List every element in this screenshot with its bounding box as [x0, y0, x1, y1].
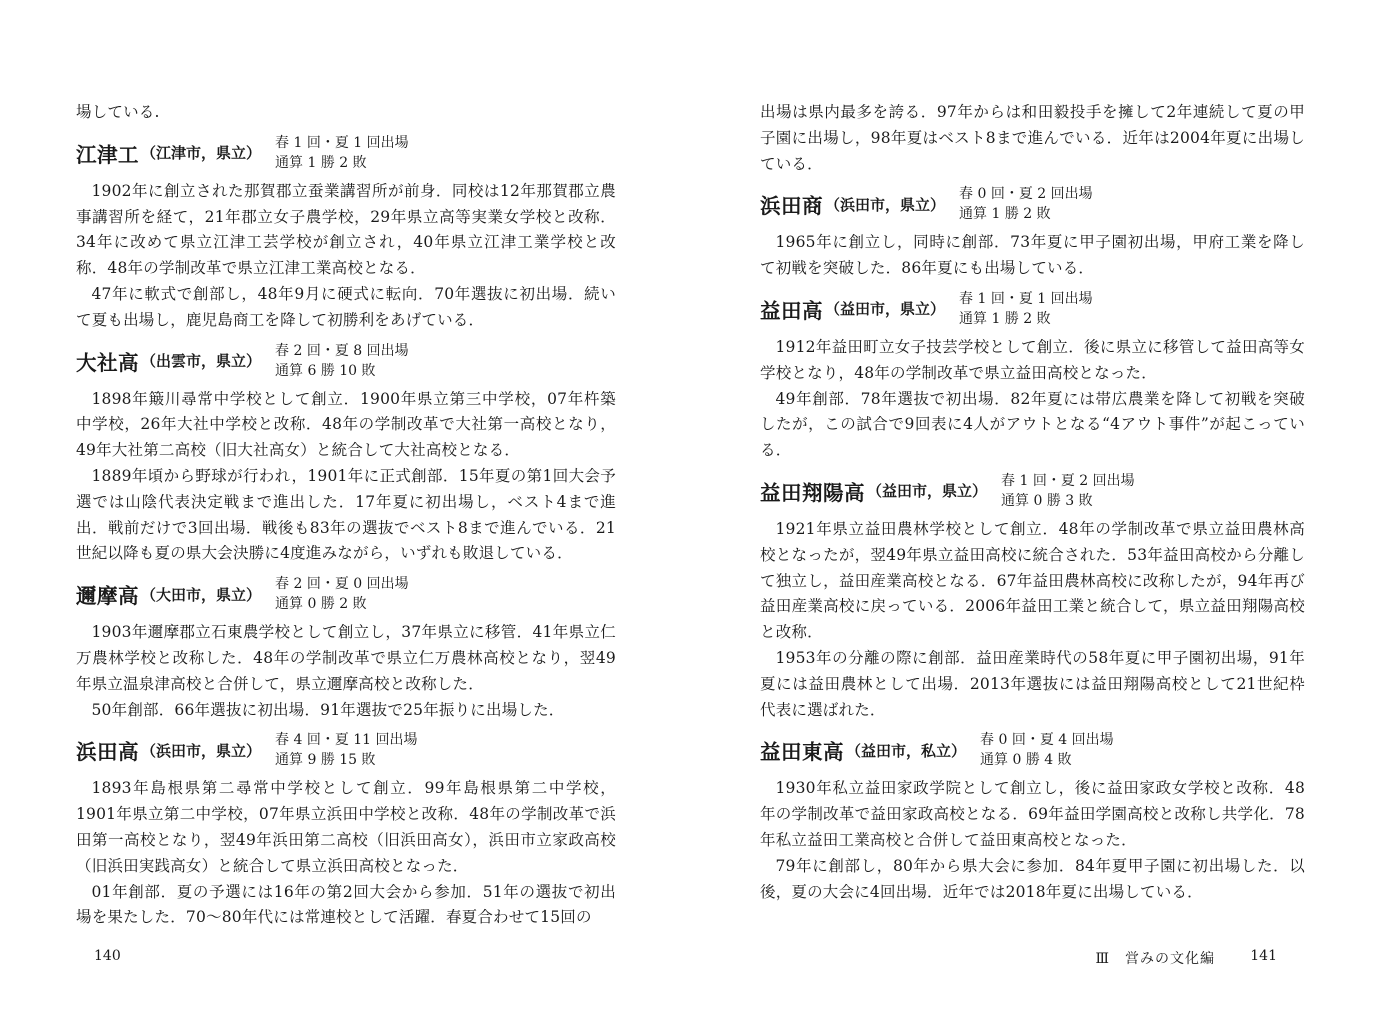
record: 通算 9 勝 15 敗 — [275, 752, 376, 769]
school-paragraph: 50年創部．66年選抜に初出場．91年選抜で25年振りに出場した． — [91, 700, 565, 719]
school-heading — [760, 182, 1305, 226]
school-location: （江津市，県立） — [141, 144, 262, 163]
school-stats — [275, 730, 418, 770]
continuation-text: 場している. — [76, 103, 160, 121]
left-page — [76, 0, 616, 1014]
school-paragraph: 1898年簸川尋常中学校として創立．1900年県立第三中学校，07年杵築中学校，26年大社中学校と改称．48年の学制改革で大社第一高校となり，49年大社第二高校（旧大社高女）と統合して大社高校となる． — [76, 389, 616, 460]
school-name: 益田翔陽高 — [760, 480, 865, 505]
school-paragraph: 1953年の分離の際に創部．益田産業時代の58年夏に甲子園初出場，91年夏には益田農林として出場．2013年選抜には益田翔陽高校として21世紀枠代表に選ばれた． — [760, 648, 1305, 719]
record: 通算 1 勝 2 敗 — [959, 206, 1051, 223]
school-paragraph: 01年創部．夏の予選には16年の第2回大会から参加．51年の選抜で初出場を果たした．70～80年代には常連校として活躍．春夏合わせて15回の — [76, 882, 616, 927]
continuation-text: 出場は県内最多を誇る．97年からは和田毅投手を擁して2年連続して夏の甲子園に出場し，98年夏はベスト8まで進んでいる．近年は2004年夏に出場している． — [760, 103, 1305, 173]
record: 通算 1 勝 2 敗 — [275, 154, 367, 171]
school-location: （益田市，県立） — [867, 482, 988, 501]
school-paragraph: 79年に創部し，80年から県大会に参加．84年夏甲子園に初出場した．以後，夏の大会に4回出場．近年では2018年夏に出場している． — [760, 856, 1305, 901]
school-name: 益田東高 — [760, 740, 844, 765]
school-paragraph: 1930年私立益田家政学院として創立し，後に益田家政女学校と改称．48年の学制改革で益田家政高校となる．69年益田学園高校と改称し共学化．78年私立益田工業高校と合併して益田東高校となった． — [760, 779, 1305, 849]
school-location: （益田市，県立） — [825, 300, 946, 319]
school-paragraph: 1893年島根県第二尋常中学校として創立．99年島根県第二中学校，1901年県立第二中学校，07年県立浜田中学校と改称．48年の学制改革で浜田第一高校となり，翌49年浜田第二高校（旧浜田高女），浜田市立家政高校（旧浜田実践高女）と統合して県立浜田高校となった． — [76, 779, 616, 875]
school-heading — [760, 728, 1305, 772]
school-stats — [275, 574, 409, 614]
right-text-flow — [760, 100, 1305, 905]
school-name: 益田高 — [760, 298, 823, 323]
school-heading — [76, 572, 616, 616]
school-location: （浜田市，県立） — [141, 741, 262, 760]
school-stats — [1001, 471, 1135, 511]
appearances: 春 1 回・夏 1 回出場 — [275, 134, 409, 151]
school-paragraph: 1921年県立益田農林学校として創立．48年の学制改革で県立益田農林高校となったが，翌49年県立益田高校に統合された．53年益田高校から分離して独立し，益田産業高校となる．67年益田農林高校に改称したが，94年再び益田産業高校に戻っている．2006年益田工業と統合して，県立益田翔陽高校と改称． — [760, 519, 1305, 642]
school-heading — [76, 131, 616, 175]
appearances: 春 2 回・夏 0 回出場 — [275, 576, 409, 593]
school-paragraph: 1965年に創立し，同時に創部．73年夏に甲子園初出場，甲府工業を降して初戦を突破した．86年夏にも出場している． — [760, 233, 1305, 278]
school-heading — [76, 728, 616, 772]
school-heading — [760, 287, 1305, 331]
page-number: 140 — [94, 948, 121, 964]
school-location: （益田市，私立） — [846, 741, 967, 760]
record: 通算 1 勝 2 敗 — [959, 310, 1051, 327]
school-stats — [959, 184, 1093, 224]
appearances: 春 0 回・夏 2 回出場 — [959, 186, 1093, 203]
school-name: 邇摩高 — [76, 584, 139, 609]
school-heading — [76, 339, 616, 383]
school-name: 江津工 — [76, 142, 139, 167]
appearances: 春 4 回・夏 11 回出場 — [275, 732, 418, 749]
school-paragraph: 49年創部．78年選抜で初出場．82年夏には帯広農業を降して初戦を突破したが，この試合で9回表に4人がアウトとなる“4アウト事件”が起こっている． — [760, 389, 1305, 460]
school-stats — [980, 730, 1114, 770]
appearances: 春 0 回・夏 4 回出場 — [980, 732, 1114, 749]
record: 通算 0 勝 3 敗 — [1001, 492, 1093, 509]
right-page — [760, 0, 1305, 1014]
left-text-flow — [76, 100, 616, 931]
school-stats — [275, 133, 409, 173]
school-name: 浜田商 — [760, 194, 823, 219]
school-heading — [760, 469, 1305, 513]
school-location: （大田市，県立） — [141, 585, 262, 604]
page-number: 141 — [1250, 948, 1277, 964]
school-paragraph: 1902年に創立された那賀郡立蚕業講習所が前身．同校は12年那賀郡立農事講習所を経て，21年郡立女子農学校，29年県立高等実業女学校と改称．34年に改めて県立江津工芸学校が創立され，40年県立江津工業学校と改称．48年の学制改革で県立江津工業高校となる． — [76, 181, 616, 278]
school-location: （出雲市，県立） — [141, 352, 262, 371]
school-paragraph: 47年に軟式で創部し，48年9月に硬式に転向．70年選抜に初出場．続いて夏も出場し，鹿児島商工を降して初勝利をあげている． — [76, 284, 616, 329]
school-paragraph: 1912年益田町立女子技芸学校として創立．後に県立に移管して益田高等女学校となり，48年の学制改革で県立益田高校となった． — [760, 337, 1305, 382]
appearances: 春 1 回・夏 1 回出場 — [959, 290, 1093, 307]
school-name: 大社高 — [76, 350, 139, 375]
school-paragraph: 1903年邇摩郡立石東農学校として創立し，37年県立に移管．41年県立仁万農林学校と改称した．48年の学制改革で県立仁万農林高校となり，翌49年県立温泉津高校と合併して，県立邇摩高校と改称した． — [76, 623, 616, 693]
appearances: 春 2 回・夏 8 回出場 — [275, 342, 409, 359]
appearances: 春 1 回・夏 2 回出場 — [1001, 472, 1135, 489]
record: 通算 6 勝 10 敗 — [275, 362, 376, 379]
school-location: （浜田市，県立） — [825, 195, 946, 214]
record: 通算 0 勝 4 敗 — [980, 752, 1072, 769]
school-stats — [959, 289, 1093, 329]
school-paragraph: 1889年頃から野球が行われ，1901年に正式創部．15年夏の第1回大会予選では山陰代表決定戦まで進出した．17年夏に初出場し，ベスト4まで進出．戦前だけで3回出場．戦後も83年の選抜でベスト8まで進んでいる．21世紀以降も夏の県大会決勝に4度進みながら，いずれも敗退している． — [76, 466, 616, 563]
record: 通算 0 勝 2 敗 — [275, 596, 367, 613]
running-section-label: Ⅲ 営みの文化編 — [1095, 951, 1215, 967]
school-stats — [275, 341, 409, 381]
school-name: 浜田高 — [76, 740, 139, 765]
